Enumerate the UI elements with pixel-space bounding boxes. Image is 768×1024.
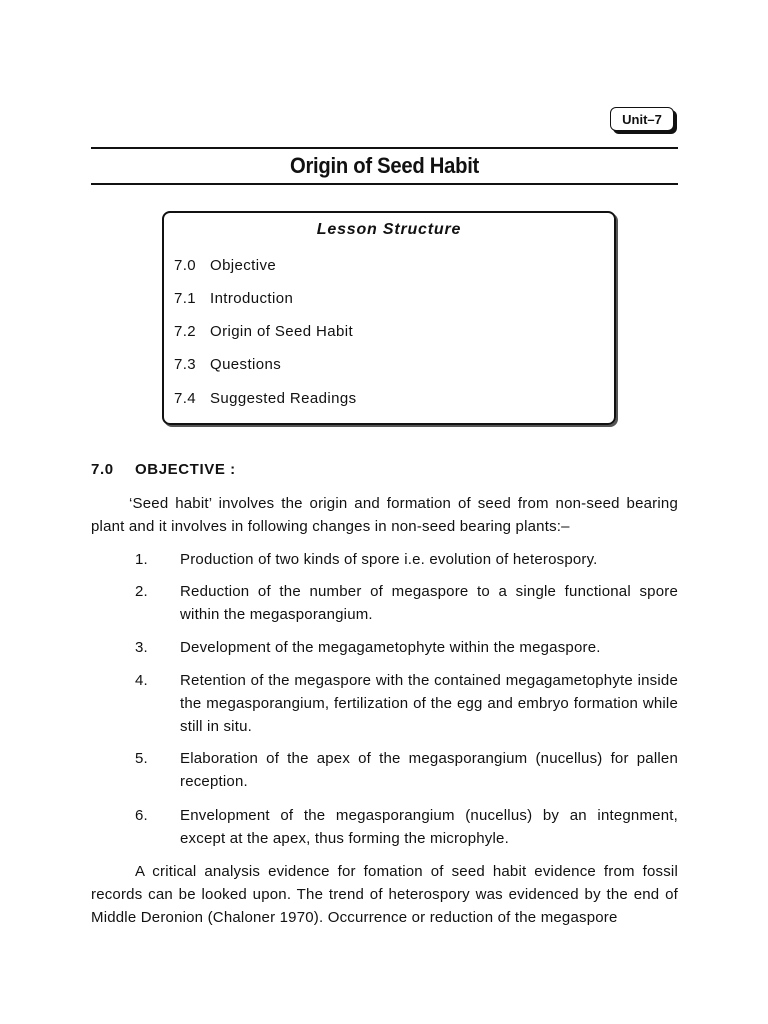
closing-paragraph: A critical analysis evidence for fomation of seed habit evidence from fossil records can be looked upon. The trend of heterospory was evidenced by the end of Middle Deronion (Chaloner 1970). Occurrence or reduction of the megaspore	[91, 863, 678, 926]
lesson-structure-box	[162, 211, 616, 425]
lesson-structure-heading: Lesson Structure	[316, 221, 462, 238]
title-rule-bottom	[91, 183, 678, 185]
intro-paragraph: ‘Seed habit’ involves the origin and formation of seed from non-seed bearing plant and it involves in following changes in non-seed bearing plants:–	[91, 495, 678, 535]
lesson-item: 7.0 Objective	[174, 257, 277, 274]
lesson-item: 7.2 Origin of Seed Habit	[174, 323, 354, 340]
lesson-item: 7.1 Introduction	[174, 290, 294, 307]
lesson-item: 7.4 Suggested Readings	[174, 390, 357, 407]
unit-label: Unit–7	[610, 107, 674, 131]
lesson-item: 7.3 Questions	[174, 356, 282, 373]
section-heading: 7.0 OBJECTIVE :	[91, 461, 236, 478]
page-title: Origin of Seed Habit	[289, 153, 480, 178]
